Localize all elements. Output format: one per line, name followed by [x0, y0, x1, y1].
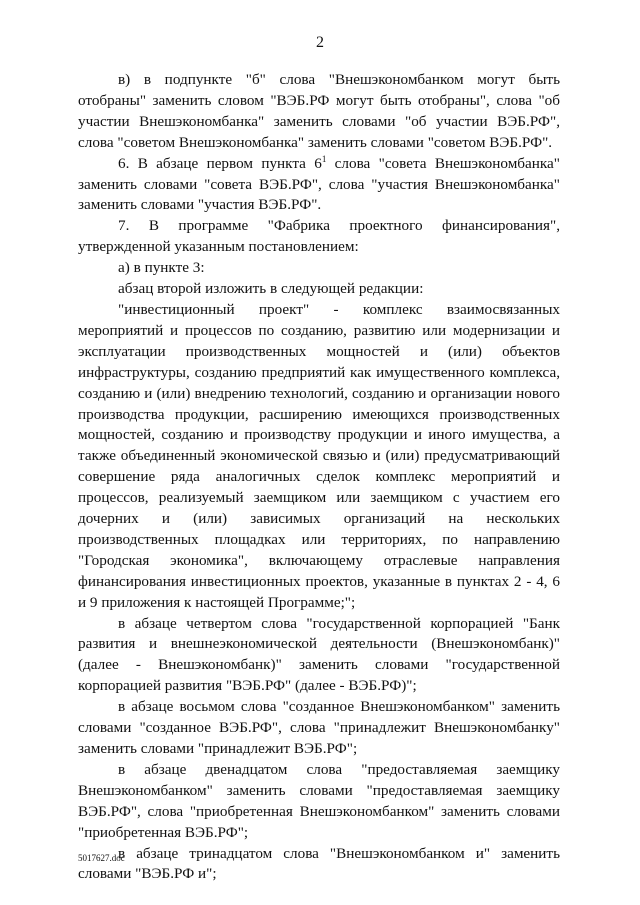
paragraph-fourth-abzats: в абзаце четвертом слова "государственной корпорацией "Банк развития и внешнеэкономической деятельности (Внешэкономбанк)" (далее - Внешэкономбанк)" заменить словами "государственной корпорацией развития "ВЭБ.РФ" (далее - ВЭБ.РФ)"; — [78, 614, 560, 695]
paragraph-item-7: 7. В программе "Фабрика проектного финансирования", утвержденной указанным постановлением: — [78, 217, 560, 256]
paragraph-item-6-text: 6. В абзаце первом пункта 6 — [118, 154, 322, 172]
paragraph-item-6-rest: слова "совета Внешэкономбанка" заменить словами "совета ВЭБ.РФ", слова "участия Внешэкономбанка" заменить словами "участия ВЭБ.РФ". — [78, 154, 560, 214]
paragraph-subitem-a: а) в пункте 3: — [118, 259, 205, 277]
paragraph-thirteenth-abzats: в абзаце тринадцатом слова "Внешэкономбанком и" заменить словами "ВЭБ.РФ и"; — [78, 844, 560, 883]
paragraph-instruction: абзац второй изложить в следующей редакции: — [118, 280, 424, 298]
paragraph-item-6 — [78, 154, 560, 217]
paragraph-eighth-abzats: в абзаце восьмом слова "созданное Внешэкономбанком" заменить словами "созданное ВЭБ.РФ", слова "принадлежит Внешэкономбанку" заменить словами "принадлежит ВЭБ.РФ"; — [78, 698, 560, 757]
paragraph-subitem-v: в) в подпункте "б" слова "Внешэкономбанком могут быть отобраны" заменить словом "ВЭБ.РФ могут быть отобраны", слова "об участии Внешэкономбанка" заменить словами "об участии ВЭБ.РФ", слова "советом Внешэкономбанка" заменить словами "советом ВЭБ.РФ". — [78, 71, 560, 151]
document-body — [78, 70, 560, 885]
page-number: 2 — [316, 34, 324, 51]
document-filename: 5017627.doc — [78, 853, 125, 863]
paragraph-twelfth-abzats: в абзаце двенадцатом слова "предоставляемая заемщику Внешэкономбанком" заменить словами "предоставляемая заемщику ВЭБ.РФ", слова "приобретенная Внешэкономбанком" заменить словами "приобретенная ВЭБ.РФ"; — [78, 760, 560, 841]
superscript-1: 1 — [321, 153, 327, 164]
paragraph-definition: "инвестиционный проект" - комплекс взаимосвязанных мероприятий и процессов по созданию, развитию или модернизации и эксплуатации производственных мощностей и (или) объектов инфраструктуры, созданию предприятий как имущественного комплекса, созданию и (или) внедрению технологий, созданию и организации нового производства продукции, расширению имеющихся производственных мощностей, созданию и производству продукции и иного имущества, а также объединенный экономической связью и (или) предусматривающий совершение ряда аналогичных сделок комплекс мероприятий и процессов, реализуемый заемщиком или заемщиком с участием его дочерних и (или) зависимых организаций на нескольких производственных площадках или территориях, по направлению "Городская экономика", включающему отраслевые направления финансирования инвестиционных проектов, указанные в пунктах 2 - 4, 6 и 9 приложения к настоящей Программе;"; — [78, 300, 560, 611]
